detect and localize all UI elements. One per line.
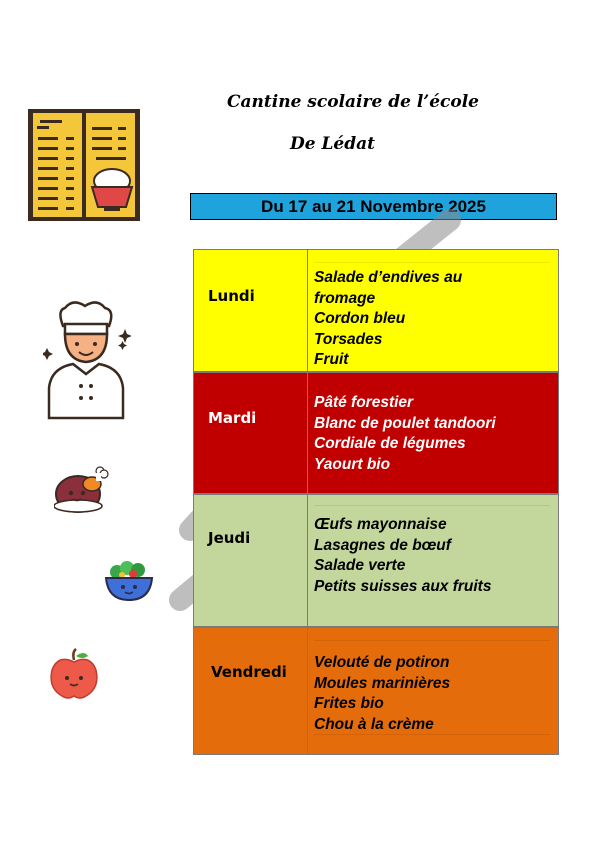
day-label: Mardi [208,409,257,427]
day-cell [194,250,308,371]
dish-item: Fruit [314,351,349,369]
day-label: Vendredi [211,663,287,681]
dish-item: Chou à la crème [314,715,434,733]
dish-item: Blanc de poulet tandoori [314,414,496,432]
apple-icon [48,648,100,700]
dish-item: Cordiale de légumes [314,435,466,453]
dish-item: Yaourt bio [314,455,391,473]
dish-item: Lasagnes de bœuf [314,536,451,554]
dish-item: Moules marinières [314,674,451,692]
dish-item: Salade d’endives au [314,269,463,286]
chef-icon [43,300,131,420]
day-label: Jeudi [208,529,251,547]
dish-item: Cordon bleu [314,310,406,328]
school-name: De Lédat [290,134,375,154]
dish-item: Œufs mayonnaise [314,516,447,533]
menu-card-icon [26,107,142,223]
dish-list [314,653,450,735]
menu-row-vendredi [193,627,559,755]
menu-row-lundi [193,249,559,372]
dish-list [314,515,491,597]
dish-item: Torsades [314,330,383,348]
dish-item: Frites bio [314,695,384,713]
menu-row-jeudi [193,494,559,627]
dish-item: Pâté forestier [314,394,414,411]
page-title: Cantine scolaire de l’école [227,92,479,112]
dish-list [314,268,462,371]
dish-item: Velouté de potiron [314,654,450,671]
dish-item: Petits suisses aux fruits [314,577,492,595]
dish-item: Salade verte [314,557,406,575]
date-range-banner: Du 17 au 21 Novembre 2025 [190,193,557,220]
day-label: Lundi [208,287,255,305]
roast-chicken-icon [54,462,114,516]
salad-bowl-icon [103,560,155,602]
day-cell [194,495,308,626]
day-cell [194,628,308,754]
day-cell [194,373,308,493]
dish-item: fromage [314,289,376,307]
menu-row-mardi [193,372,559,494]
dish-list [314,393,496,475]
